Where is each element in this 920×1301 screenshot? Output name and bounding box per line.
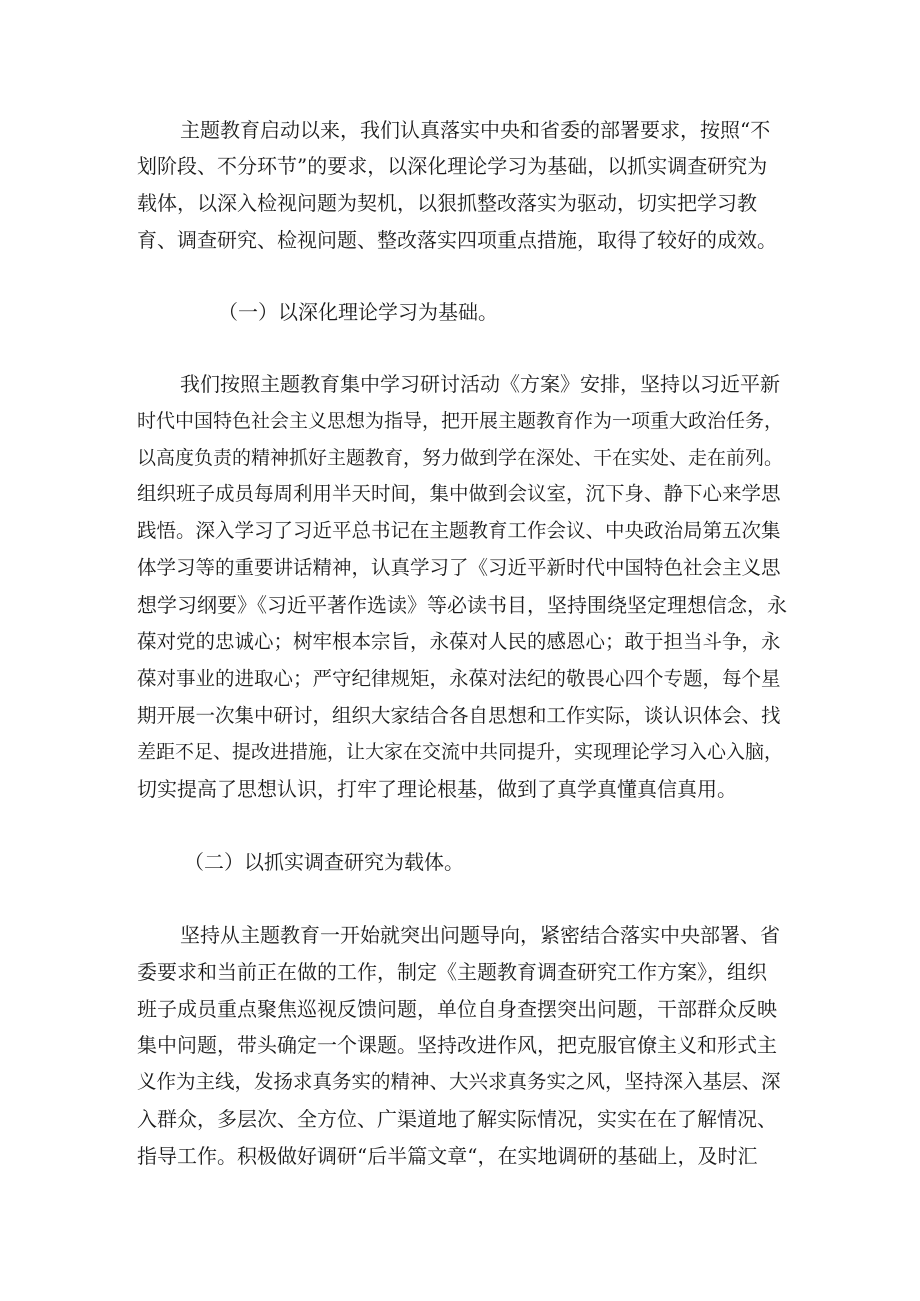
paragraph-line: 载体，以深入检视问题为契机，以狠抓整改落实为驱动，切实把学习教 [137,191,757,215]
paragraph-line: 体学习等的重要讲话精神，认真学习了《习近平新时代中国特色社会主义思 [137,556,781,579]
paragraph-line: 想学习纲要》《习近平著作选读》等必读书目，坚持围绕坚定理想信念，永 [137,593,787,617]
paragraph-line: 集中问题，带头确定一个课题。坚持改进作风，把克服官僚主义和形式主 [137,1033,777,1057]
paragraph-line: 义作为主线，发扬求真务实的精神、大兴求真务实之风，坚持深入基层、深 [137,1070,781,1093]
paragraph-line: 葆对党的忠诚心；树牢根本宗旨，永葆对人民的感恩心；敢于担当斗争，永 [137,630,781,653]
paragraph-line: 时代中国特色社会主义思想为指导，把开展主题教育作为一项重大政治任务， [137,410,784,432]
section-heading-1: （一）以深化理论学习为基础。 [218,300,498,324]
paragraph-line: 以高度负责的精神抓好主题教育，努力做到学在深处、干在实处、走在前列。 [137,447,784,469]
paragraph-line: 育、调查研究、检视问题、整改落实四项重点措施，取得了较好的成效。 [137,228,777,252]
paragraph-line: 差距不足、提改进措施，让大家在交流中共同提升，实现理论学习入心入脑， [137,741,784,763]
paragraph-line: 委要求和当前正在做的工作，制定《主题教育调查研究工作方案》，组织 [137,960,767,984]
section-heading-2: （二）以抓实调查研究为载体。 [184,850,464,874]
paragraph-line: 践悟。深入学习了习近平总书记在主题教育工作会议、中央政治局第五次集 [137,519,781,542]
paragraph-line: 我们按照主题教育集中学习研讨活动《方案》安排，坚持以习近平新 [180,372,780,396]
paragraph-line: 葆对事业的进取心；严守纪律规矩，永葆对法纪的敬畏心四个专题，每个星 [137,667,781,690]
paragraph-line: 划阶段、不分环节”的要求，以深化理论学习为基础，以抓实调查研究为 [137,154,768,178]
paragraph-line: 入群众，多层次、全方位、广渠道地了解实际情况，实实在在了解情况、 [137,1107,777,1131]
paragraph-line: 组织班子成员每周利用半天时间，集中做到会议室，沉下身、静下心来学思 [137,482,781,505]
paragraph-line: 班子成员重点聚焦巡视反馈问题，单位自身查摆突出问题，干部群众反映 [137,997,777,1021]
paragraph-line: 切实提高了思想认识，打牢了理论根基，做到了真学真懂真信真用。 [137,777,737,801]
paragraph-line: 主题教育启动以来，我们认真落实中央和省委的部署要求，按照“不 [180,118,771,142]
paragraph-line: 期开展一次集中研讨，组织大家结合各自思想和工作实际，谈认识体会、找 [137,704,781,727]
paragraph-line: 指导工作。积极做好调研“后半篇文章“，在实地调研的基础上，及时汇 [137,1144,758,1168]
paragraph-line: 坚持从主题教育一开始就突出问题导向，紧密结合落实中央部署、省 [180,923,780,947]
